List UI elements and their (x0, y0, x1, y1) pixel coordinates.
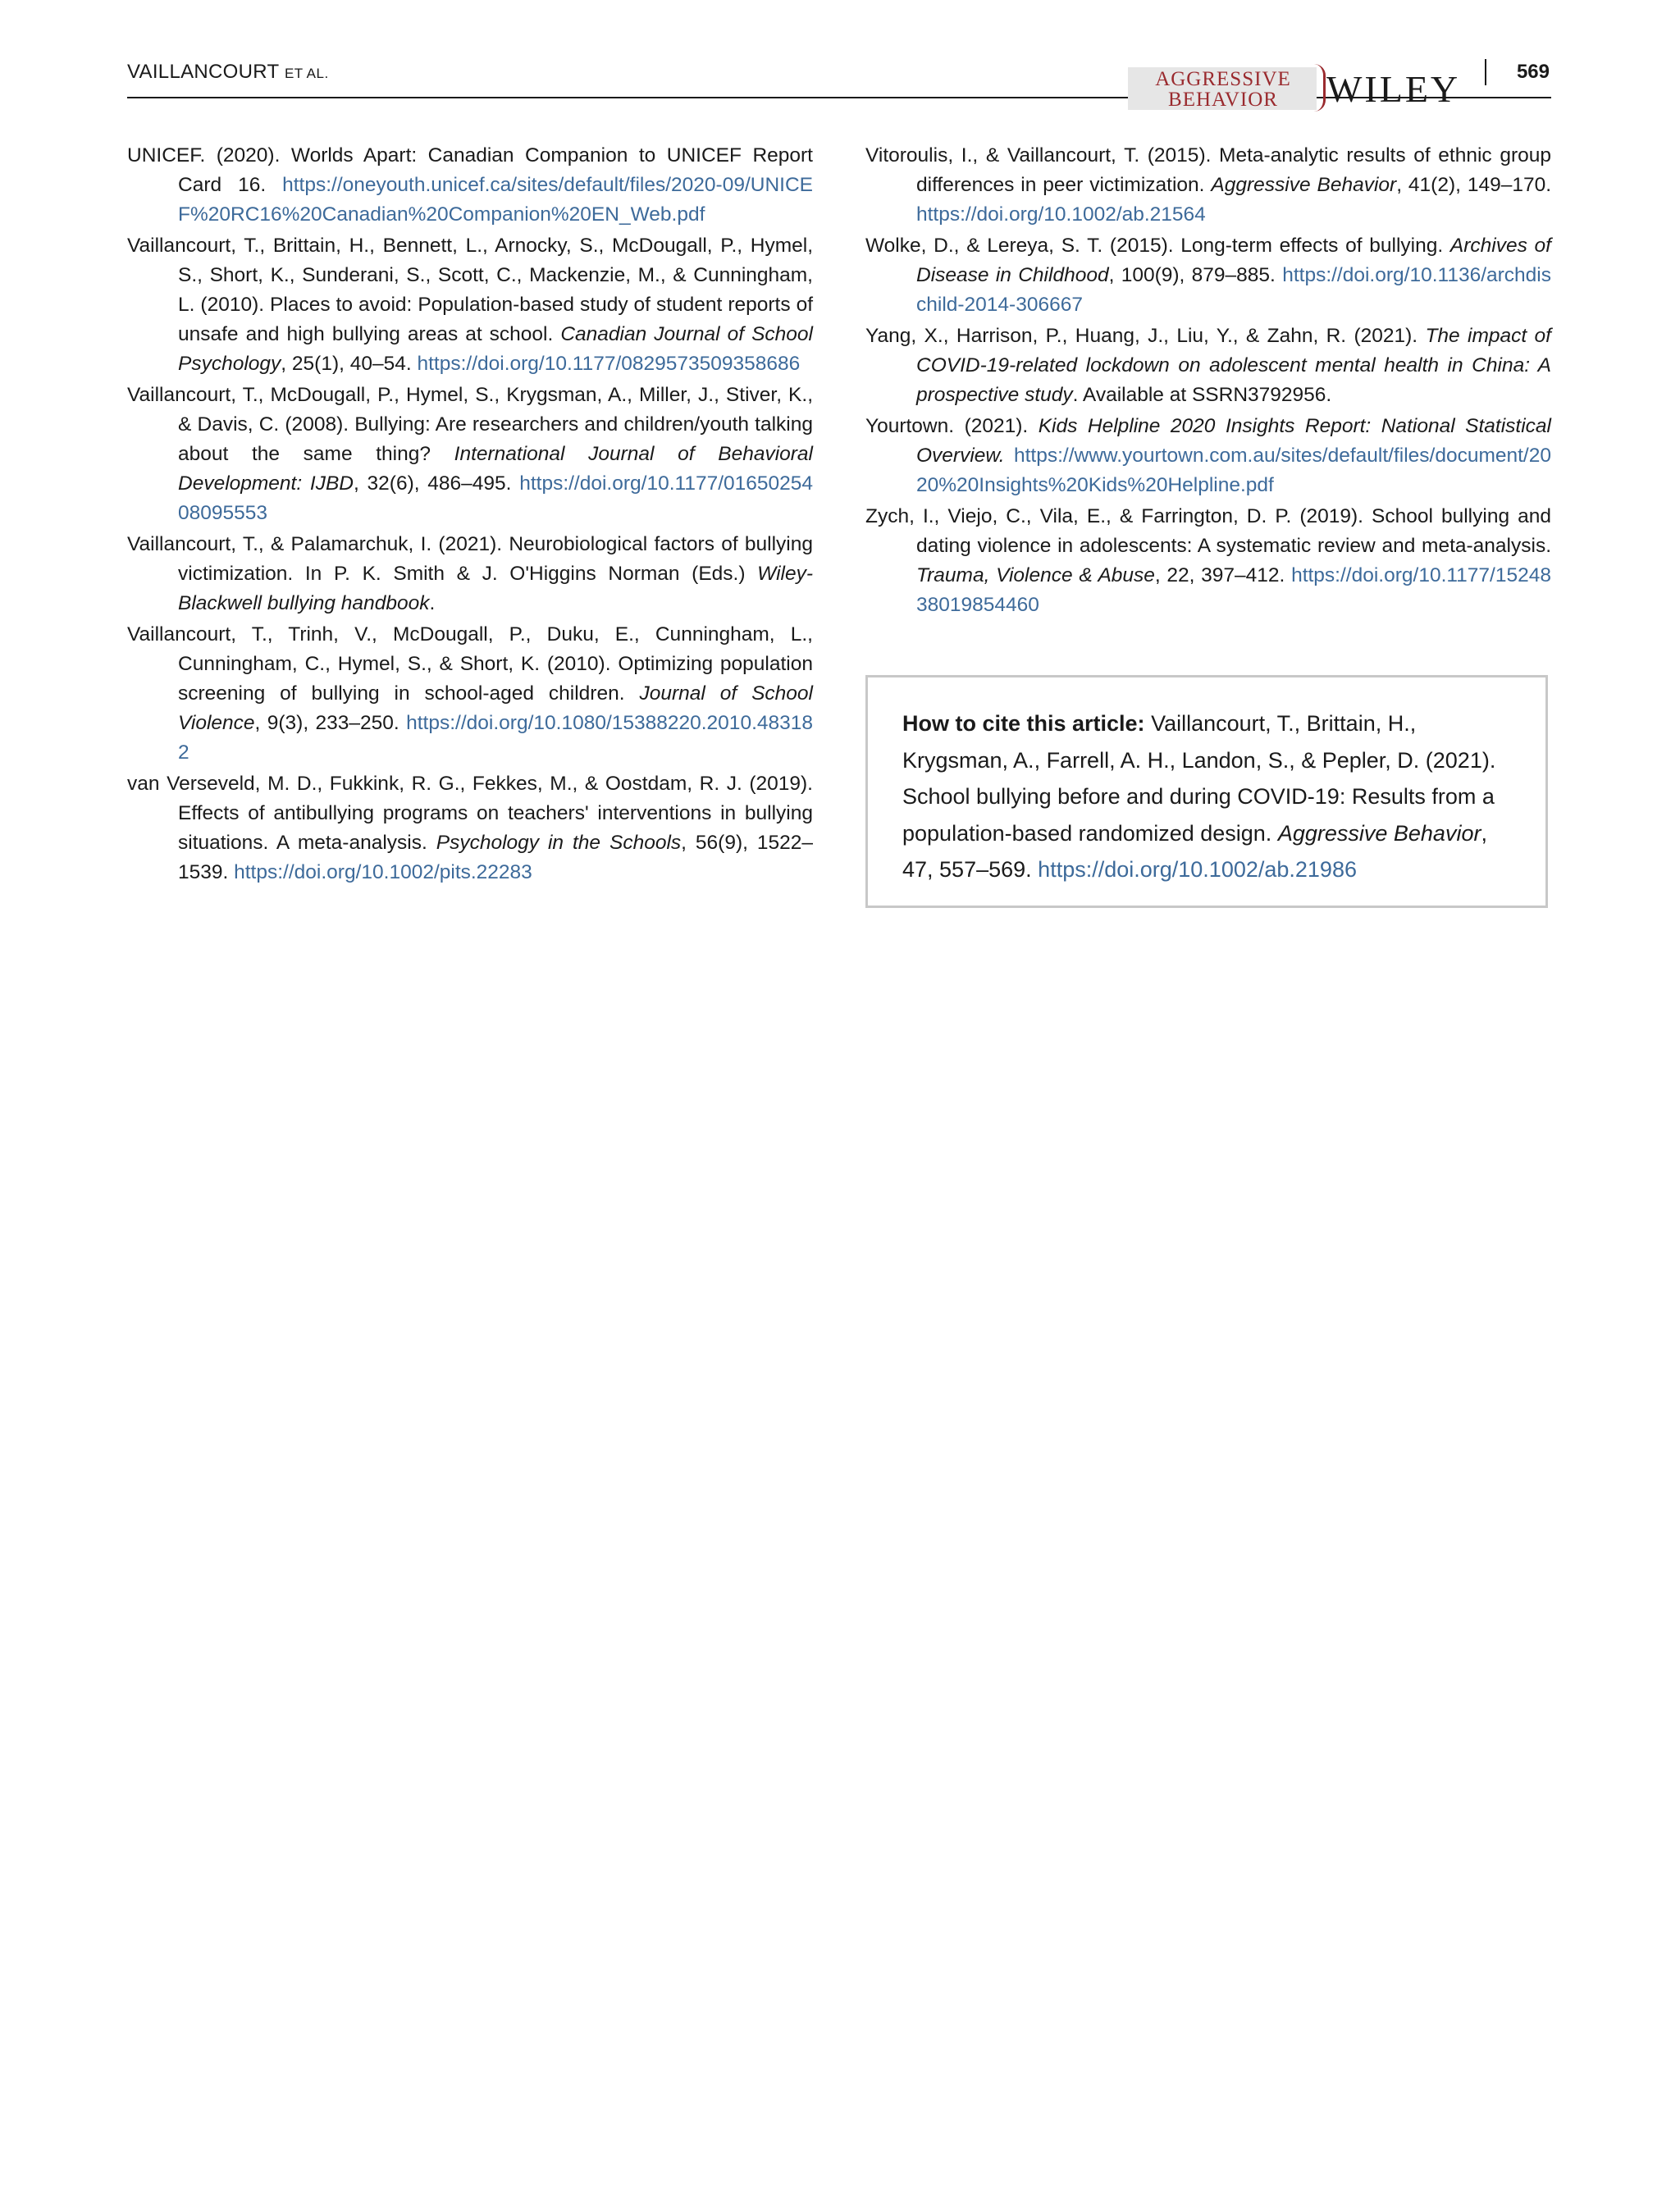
citation-details: , 47, 557–569. (902, 820, 1487, 882)
reference-details: , 32(6), 486–495. (354, 472, 512, 495)
reference-link[interactable]: https://doi.org/10.1136/archdischild-2014-306667 (916, 264, 1551, 316)
reference-link[interactable]: https://www.yourtown.com.au/sites/default/files/document/2020%20Insights%20Kids%20Helpline.pdf (916, 445, 1551, 496)
reference-journal: Aggressive Behavior (1211, 174, 1397, 196)
citation-journal: Aggressive Behavior (1277, 820, 1481, 846)
journal-logo-line1: AGGRESSIVE (1155, 68, 1291, 90)
reference-journal: International Journal of Behavioral Development: IJBD (178, 443, 813, 495)
reference-details: . Available at SSRN3792956. (1072, 384, 1332, 406)
citation-label: How to cite this article: (902, 711, 1145, 736)
reference-authors-title: Vitoroulis, I., & Vaillancourt, T. (2015). Meta-analytic results of ethnic group differences in peer victimization. (865, 144, 1551, 196)
journal-logo-line2: BEHAVIOR (1168, 89, 1278, 111)
reference-link[interactable]: https://doi.org/10.1177/0165025408095553 (178, 472, 814, 524)
reference-details: , 22, 397–412. (1154, 564, 1285, 586)
reference-authors-title: Vaillancourt, T., Brittain, H., Bennett, L., Arnocky, S., McDougall, P., Hymel, S., Short, K., Sunderani, S., Scott, C., Mackenzie, M., & Cunningham, L. (2010). Places to avoid: Population-based study of student reports of unsafe and high bullying areas at school. (127, 235, 813, 345)
citation-text (902, 705, 1511, 888)
reference-details: , 25(1), 40–54. (281, 353, 412, 375)
reference-link[interactable]: https://doi.org/10.1177/1524838019854460 (916, 564, 1551, 616)
reference-journal: Psychology in the Schools (436, 832, 682, 854)
reference-title: Kids Helpline 2020 Insights Report: National Statistical Overview. (916, 415, 1551, 467)
page-header (127, 57, 1551, 111)
reference-authors-title: Yourtown. (2021). (865, 415, 1029, 437)
reference-details: , 100(9), 879–885. (1108, 264, 1276, 286)
reference-entry (127, 141, 813, 230)
page-number: 569 (1516, 61, 1550, 83)
reference-entry (127, 530, 813, 618)
reference-details: , 41(2), 149–170. (1396, 174, 1552, 196)
reference-details: , 56(9), 1522–1539. (178, 832, 813, 883)
running-head-etal: ET AL. (284, 66, 329, 81)
reference-entry (865, 412, 1551, 500)
reference-link[interactable]: https://doi.org/10.1002/pits.22283 (234, 861, 532, 883)
reference-authors-title: Yang, X., Harrison, P., Huang, J., Liu, Y., & Zahn, R. (2021). (865, 325, 1418, 347)
reference-link[interactable]: https://doi.org/10.1080/15388220.2010.483182 (178, 712, 813, 764)
running-head (127, 61, 329, 84)
reference-title: The impact of COVID-19-related lockdown on adolescent mental health in China: A prospective study (916, 325, 1551, 406)
journal-logo (1130, 69, 1317, 110)
reference-book-title: Wiley-Blackwell bullying handbook (178, 563, 813, 614)
publisher-logo: WILEY (1326, 68, 1461, 110)
reference-journal: Archives of Disease in Childhood (916, 235, 1551, 286)
reference-authors-title: UNICEF. (2020). Worlds Apart: Canadian Companion to UNICEF Report Card 16. (127, 144, 813, 196)
reference-link[interactable]: https://doi.org/10.1177/0829573509358686 (417, 353, 801, 375)
reference-authors-title: van Verseveld, M. D., Fukkink, R. G., Fekkes, M., & Oostdam, R. J. (2019). Effects of antibullying programs on teachers' interventions in bullying situations. A meta-analysis. (127, 773, 813, 854)
reference-details: , 9(3), 233–250. (254, 712, 399, 734)
reference-authors-title: Vaillancourt, T., Trinh, V., McDougall, P., Duku, E., Cunningham, L., Cunningham, C., Hymel, S., & Short, K. (2010). Optimizing population screening of bullying in school-aged children. (127, 623, 813, 705)
reference-entry (865, 322, 1551, 410)
reference-authors-title: Vaillancourt, T., McDougall, P., Hymel, S., Krygsman, A., Miller, J., Stiver, K., & Davis, C. (2008). Bullying: Are researchers and children/youth talking about the same thing? (127, 384, 813, 465)
reference-authors-title: Zych, I., Viejo, C., Vila, E., & Farrington, D. P. (2019). School bullying and dating violence in adolescents: A systematic review and meta-analysis. (865, 505, 1551, 557)
reference-authors-title: Vaillancourt, T., & Palamarchuk, I. (2021). Neurobiological factors of bullying victimization. In P. K. Smith & J. O'Higgins Norman (Eds.) (127, 533, 813, 585)
citation-body: Vaillancourt, T., Brittain, H., Krygsman, A., Farrell, A. H., Landon, S., & Pepler, D. (2021). School bullying before and during COVID-19: Results from a population-based randomized design. (902, 711, 1496, 846)
logo-bracket (1313, 64, 1326, 112)
reference-journal: Canadian Journal of School Psychology (178, 323, 813, 375)
reference-authors-title: Wolke, D., & Lereya, S. T. (2015). Long-term effects of bullying. (865, 235, 1444, 257)
reference-details: . (429, 592, 436, 614)
how-to-cite-box (865, 675, 1548, 908)
reference-entry (865, 141, 1551, 230)
header-divider (1485, 59, 1486, 85)
reference-link[interactable]: https://oneyouth.unicef.ca/sites/default/files/2020-09/UNICEF%20RC16%20Canadian%20Companion%20EN_Web.pdf (178, 174, 813, 226)
reference-journal: Trauma, Violence & Abuse (916, 564, 1155, 586)
running-head-author: VAILLANCOURT (127, 61, 279, 83)
reference-entry (127, 620, 813, 768)
reference-journal: Journal of School Violence (178, 682, 813, 734)
references-right-column (865, 141, 1551, 622)
reference-entry (127, 381, 813, 528)
references-left-column (127, 141, 813, 889)
reference-entry (865, 231, 1551, 320)
citation-link[interactable]: https://doi.org/10.1002/ab.21986 (1038, 857, 1357, 882)
reference-link[interactable]: https://doi.org/10.1002/ab.21564 (916, 203, 1206, 226)
reference-entry (127, 769, 813, 887)
reference-entry (865, 502, 1551, 620)
reference-entry (127, 231, 813, 379)
